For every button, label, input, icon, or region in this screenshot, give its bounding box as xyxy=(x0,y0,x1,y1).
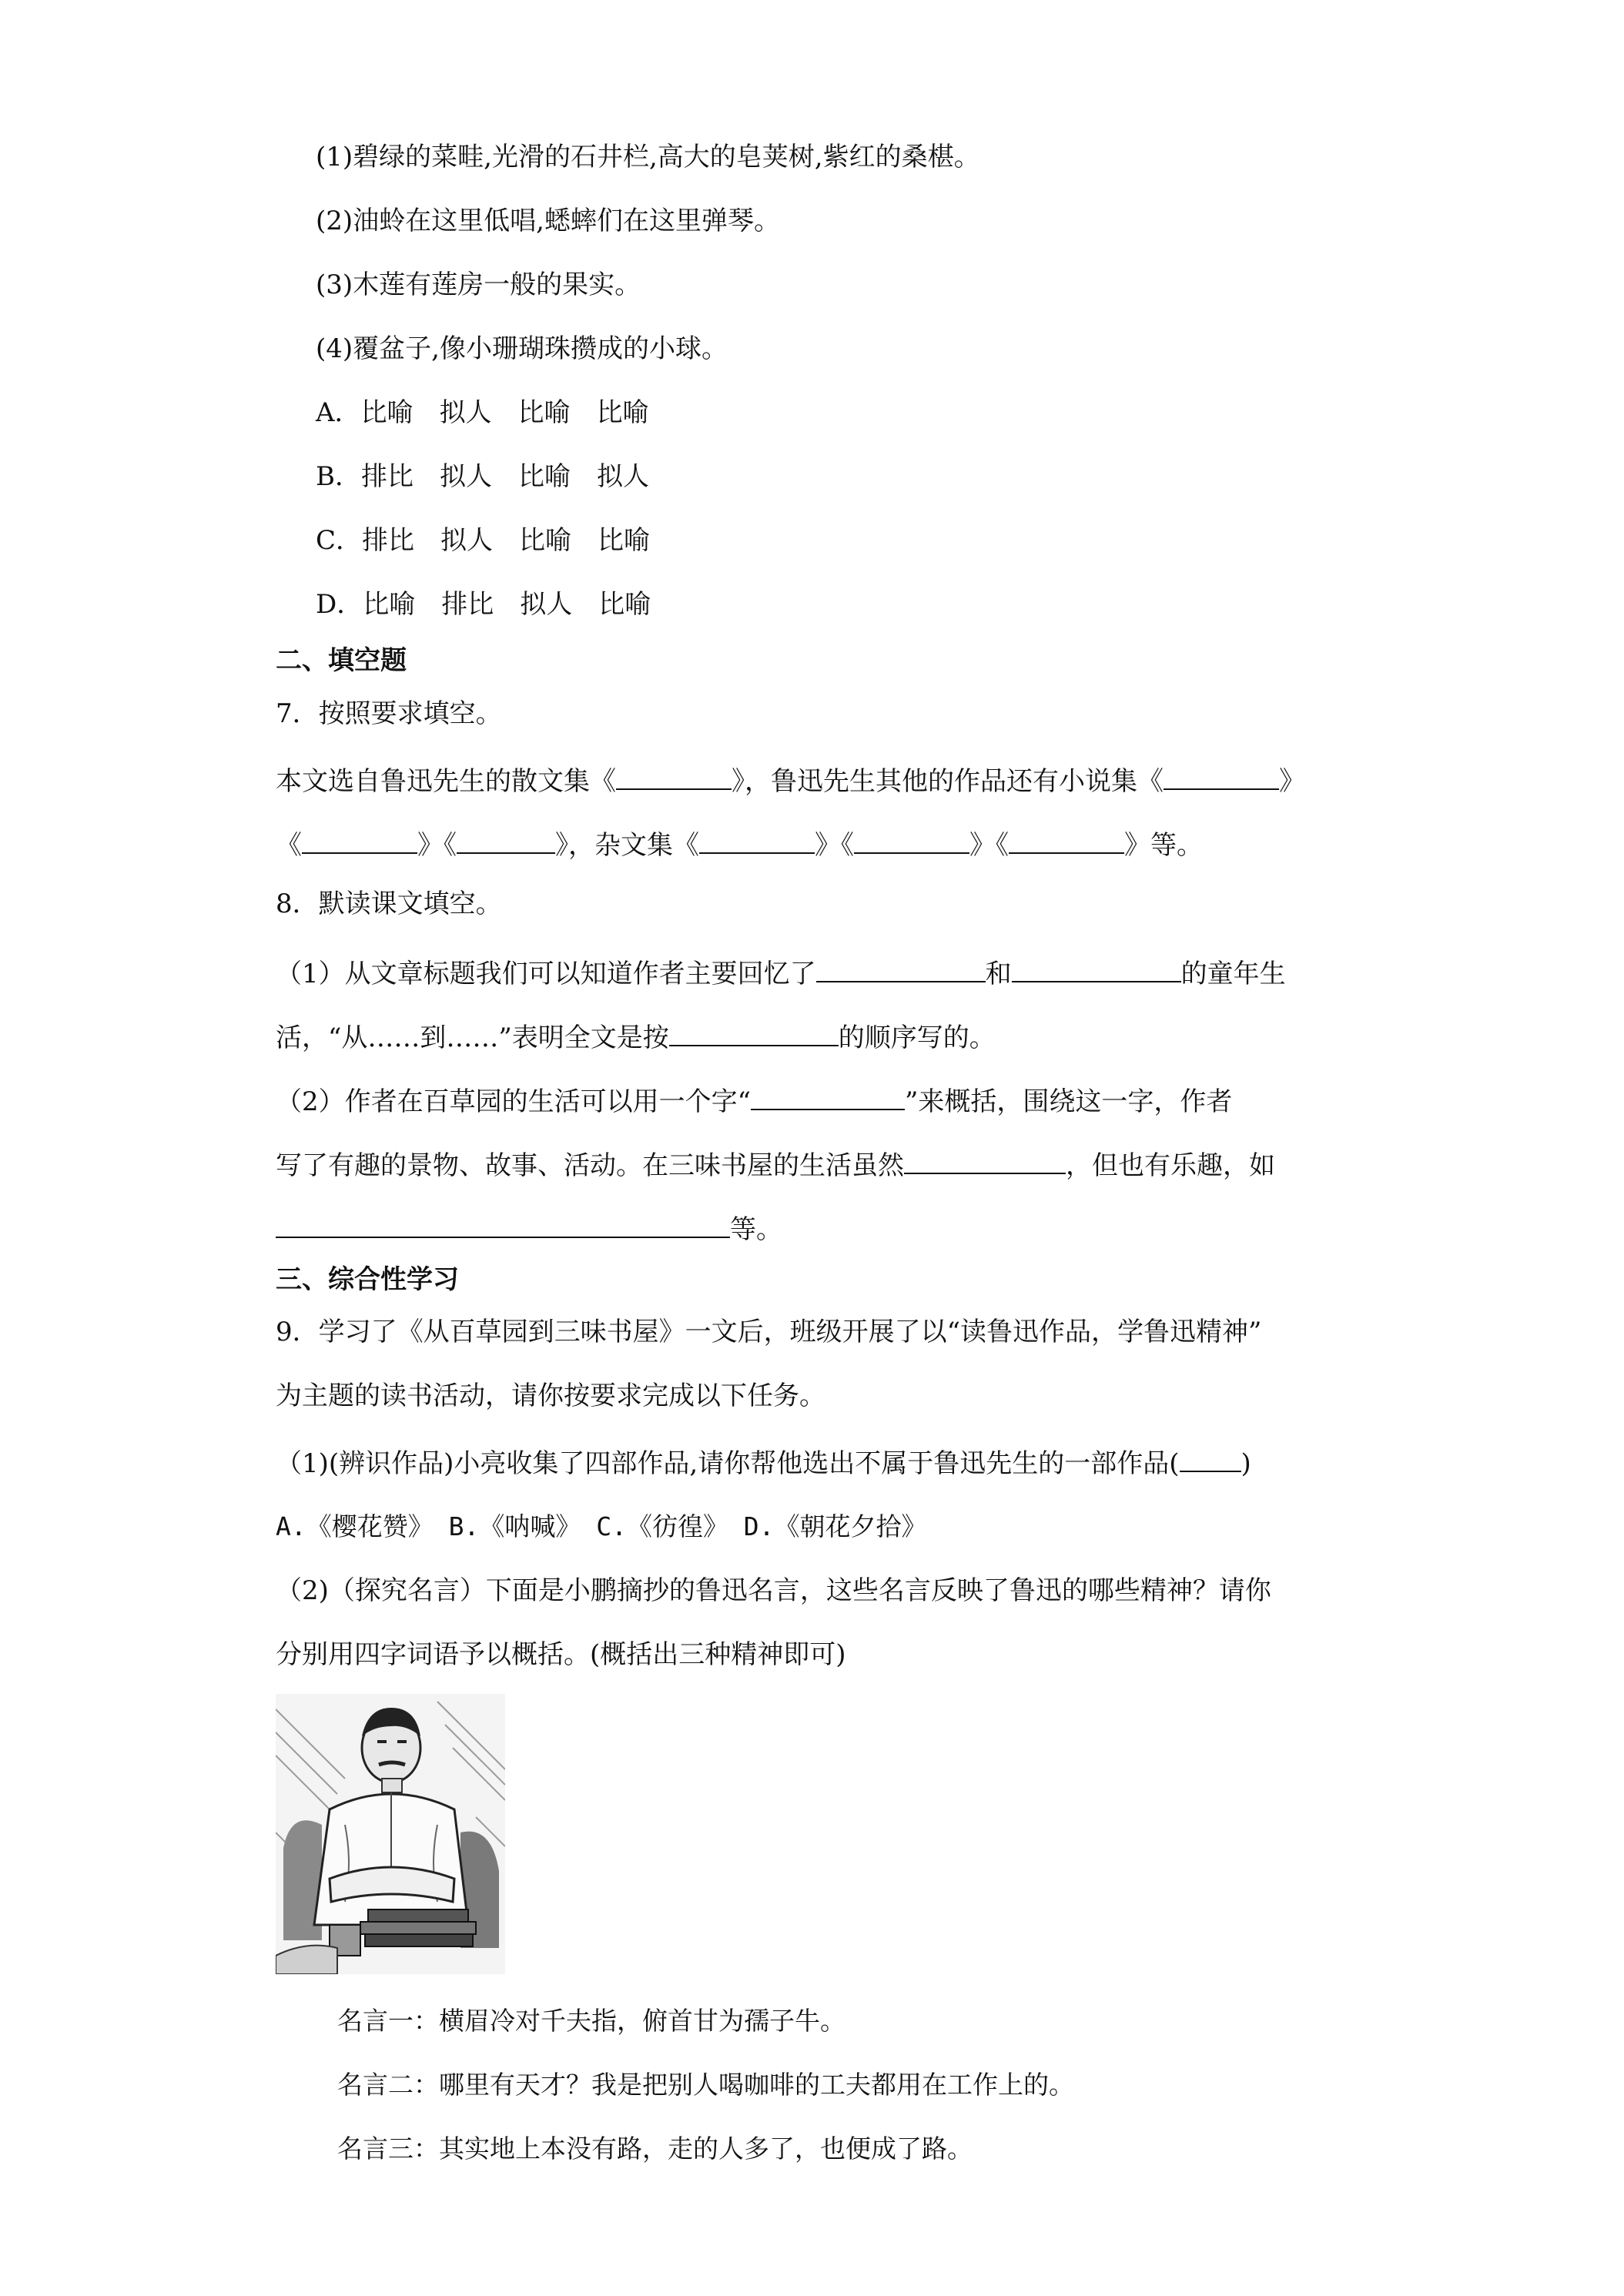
q6-item-1: (1)碧绿的菜畦,光滑的石井栏,高大的皂荚树,紫红的桑椹。 xyxy=(316,142,980,172)
option-word: 拟人 xyxy=(597,461,649,492)
option-word: 排比 xyxy=(361,461,414,492)
q6-option-d[interactable] xyxy=(316,587,677,621)
text-fragment: 》等。 xyxy=(1124,830,1203,861)
option-word: 拟人 xyxy=(520,589,573,620)
blank-place-1[interactable] xyxy=(816,955,986,982)
text-fragment: 等。 xyxy=(730,1214,782,1245)
blank-essay-1[interactable] xyxy=(699,826,815,854)
blank-prose-collection[interactable] xyxy=(616,762,732,790)
quote-3: 名言三：其实地上本没有路，走的人多了，也便成了路。 xyxy=(337,2134,973,2164)
q9-sub2-line2: 分别用四字词语予以概括。(概括出三种精神即可) xyxy=(276,1639,846,1670)
q8-part1-line2 xyxy=(276,1019,996,1055)
blank-answer-choice[interactable] xyxy=(1180,1444,1241,1472)
text-fragment: ，但也有乐趣，如 xyxy=(1066,1150,1275,1181)
q6-item-2: (2)油蛉在这里低唱,蟋蟀们在这里弹琴。 xyxy=(316,206,780,236)
blank-place-2[interactable] xyxy=(1012,955,1181,982)
option-word: 排比 xyxy=(362,525,415,556)
q7-line-2 xyxy=(276,826,1203,862)
option-word: 比喻 xyxy=(596,397,649,428)
blank-novel-2[interactable] xyxy=(302,826,417,854)
text-fragment: 》《 xyxy=(417,830,457,861)
text-fragment: （1)(辨识作品)小亮收集了四部作品,请你帮他选出不属于鲁迅先生的一部作品( xyxy=(276,1448,1180,1479)
q7-stem: 7．按照要求填空。 xyxy=(276,698,502,729)
q8-part2-line1 xyxy=(276,1083,1232,1119)
text-fragment: 写了有趣的景物、故事、活动。在三味书屋的生活虽然 xyxy=(276,1150,904,1181)
blank-example[interactable] xyxy=(276,1210,730,1238)
blank-novel-3[interactable] xyxy=(457,826,555,854)
q8-part1-line1 xyxy=(276,955,1286,991)
section-heading-fill-in: 二、填空题 xyxy=(276,645,407,676)
q9-sub2-line1: （2)（探究名言）下面是小鹏摘抄的鲁迅名言，这些名言反映了鲁迅的哪些精神？请你 xyxy=(276,1575,1271,1606)
blank-order[interactable] xyxy=(669,1019,839,1046)
text-fragment: ”来概括，围绕这一字，作者 xyxy=(905,1086,1233,1117)
option-word: 比喻 xyxy=(517,397,571,428)
text-fragment: ) xyxy=(1241,1448,1251,1479)
option-word: 比喻 xyxy=(598,525,651,556)
q6-item-4: (4)覆盆子,像小珊瑚珠攒成的小球。 xyxy=(316,333,728,364)
option-letter: C． xyxy=(316,525,363,556)
q6-option-b[interactable] xyxy=(316,460,675,494)
text-fragment: 》，鲁迅先生其他的作品还有小说集《 xyxy=(732,766,1164,797)
blank-essay-3[interactable] xyxy=(1009,826,1124,854)
text-fragment: 》，杂文集《 xyxy=(555,830,699,861)
option-word: 拟人 xyxy=(440,461,492,492)
text-fragment: 的童年生 xyxy=(1180,959,1286,989)
q9-sub1 xyxy=(276,1444,1251,1481)
blank-study-life[interactable] xyxy=(904,1146,1066,1174)
q9-stem-line1: 9．学习了《从百草园到三味书屋》一文后，班级开展了以“读鲁迅作品，学鲁迅精神” xyxy=(276,1317,1262,1347)
option-word: 比喻 xyxy=(363,589,416,620)
text-fragment: 活，“从……到……”表明全文是按 xyxy=(276,1022,669,1053)
option-word: 拟人 xyxy=(440,525,494,556)
text-fragment: 》《 xyxy=(815,830,854,861)
option-letter: D． xyxy=(316,589,363,620)
blank-novel-1[interactable] xyxy=(1164,762,1279,790)
blank-single-character[interactable] xyxy=(751,1083,905,1110)
q7-line-1 xyxy=(276,762,1305,798)
text-fragment: 》 xyxy=(1279,766,1305,797)
q6-option-a[interactable] xyxy=(316,396,675,430)
section-heading-comprehensive: 三、综合性学习 xyxy=(276,1264,459,1295)
lu-xun-portrait-image xyxy=(276,1694,505,1974)
option-letter: B． xyxy=(316,461,361,492)
option-word: 比喻 xyxy=(518,461,571,492)
option-word: 排比 xyxy=(441,589,494,620)
option-word: 比喻 xyxy=(360,397,414,428)
option-letter: A． xyxy=(316,397,361,428)
text-fragment: 《 xyxy=(276,830,302,861)
option-word: 比喻 xyxy=(519,525,572,556)
quote-1: 名言一：横眉冷对千夫指，俯首甘为孺子牛。 xyxy=(337,2006,845,2036)
q8-stem: 8．默读课文填空。 xyxy=(276,889,502,919)
text-fragment: 本文选自鲁迅先生的散文集《 xyxy=(276,766,616,797)
blank-essay-2[interactable] xyxy=(854,826,969,854)
q8-part2-line2 xyxy=(276,1146,1275,1183)
option-word: 拟人 xyxy=(439,397,492,428)
q9-stem-line2: 为主题的读书活动，请你按要求完成以下任务。 xyxy=(276,1381,825,1411)
text-fragment: 》《 xyxy=(969,830,1009,861)
q6-item-3: (3)木莲有莲房一般的果实。 xyxy=(316,269,641,300)
quote-2: 名言二：哪里有天才？我是把别人喝咖啡的工夫都用在工作上的。 xyxy=(337,2070,1074,2100)
text-fragment: （2）作者在百草园的生活可以用一个字“ xyxy=(276,1086,752,1117)
q9-options[interactable]: A.《樱花赞》 B.《呐喊》 C.《彷徨》 D.《朝花夕拾》 xyxy=(276,1511,927,1541)
q6-option-c[interactable] xyxy=(316,524,676,557)
q8-part2-line3 xyxy=(276,1210,782,1247)
text-fragment: 和 xyxy=(985,959,1012,989)
text-fragment: 的顺序写的。 xyxy=(838,1022,996,1053)
text-fragment: （1）从文章标题我们可以知道作者主要回忆了 xyxy=(276,959,816,989)
option-word: 比喻 xyxy=(598,589,651,620)
